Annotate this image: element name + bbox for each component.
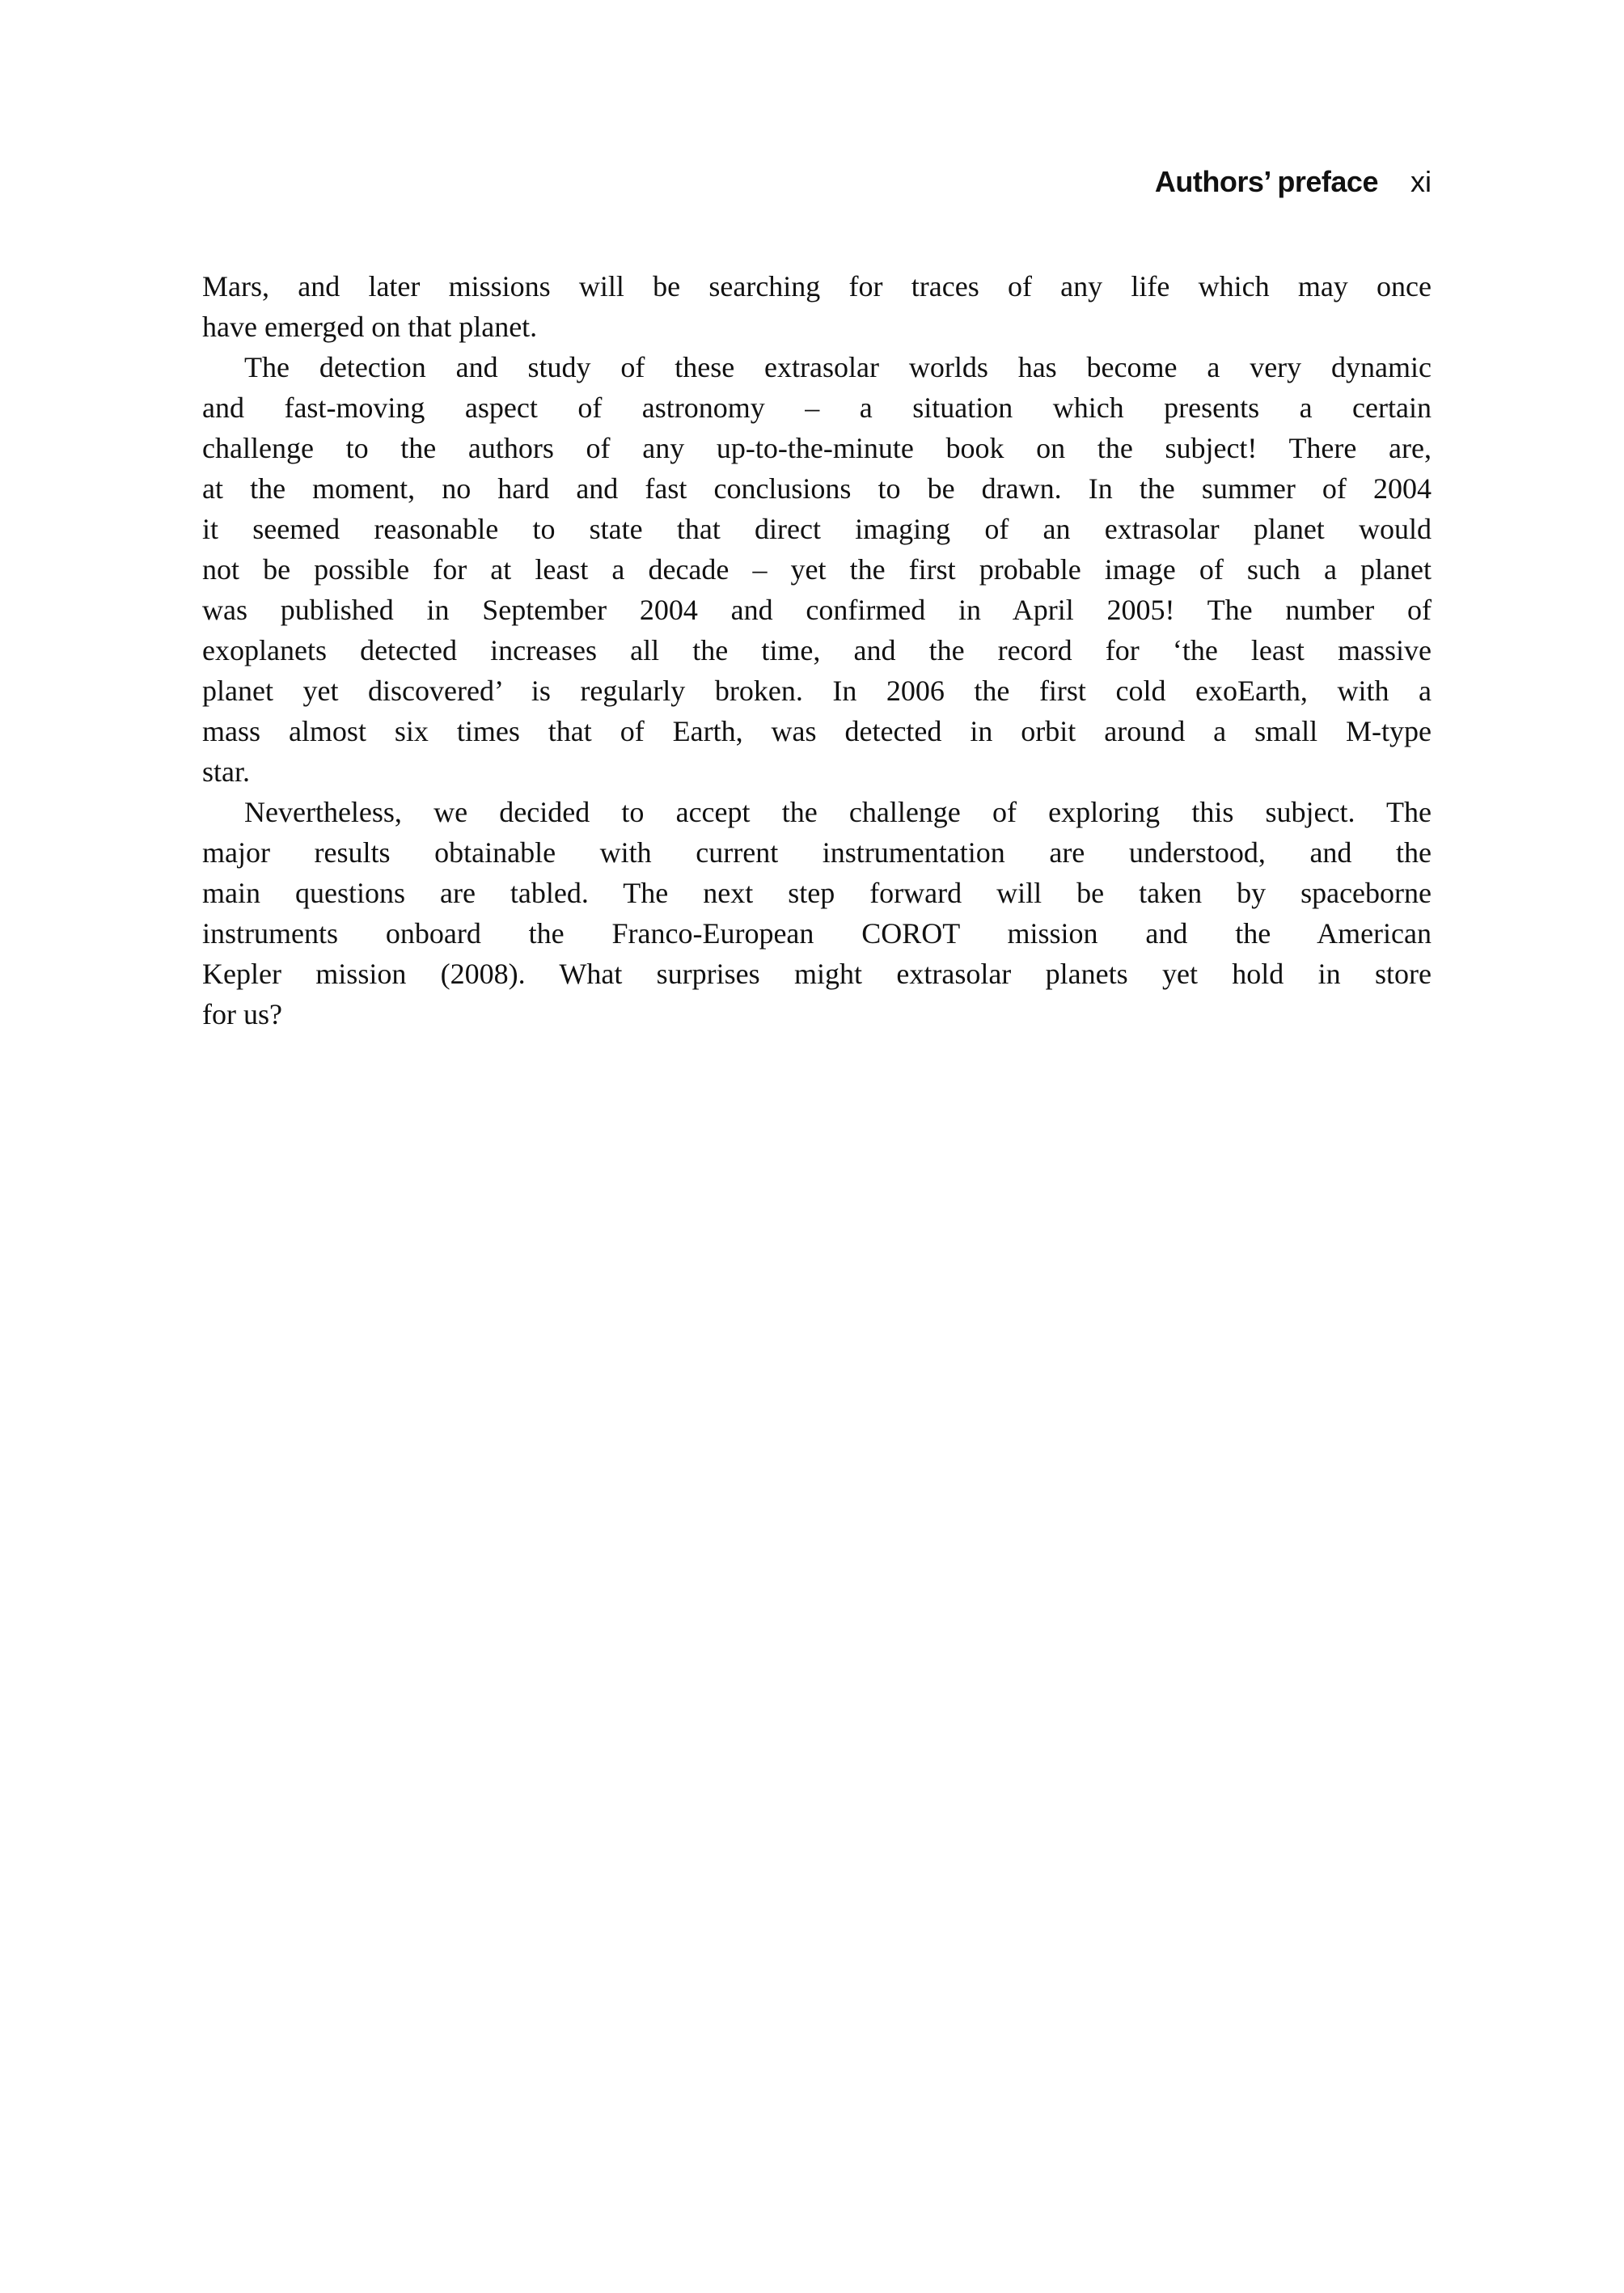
text-line: for us? — [202, 998, 282, 1030]
text-line: it seemed reasonable to state that direct imaging of an extrasolar planet would — [202, 513, 1432, 545]
text-line: have emerged on that planet. — [202, 311, 538, 343]
text-line: was published in September 2004 and confirmed in April 2005! The number of — [202, 594, 1432, 626]
text-line: Kepler mission (2008). What surprises might extrasolar planets yet hold in store — [202, 958, 1432, 990]
text-line: mass almost six times that of Earth, was detected in orbit around a small M-type — [202, 715, 1432, 747]
body-text — [202, 266, 1432, 1034]
text-line: Mars, and later missions will be searching for traces of any life which may once — [202, 270, 1432, 302]
text-line: instruments onboard the Franco-European COROT mission and the American — [202, 917, 1432, 950]
text-line: at the moment, no hard and fast conclusions to be drawn. In the summer of 2004 — [202, 472, 1432, 505]
text-line: main questions are tabled. The next step forward will be taken by spaceborne — [202, 877, 1432, 909]
text-line: major results obtainable with current instrumentation are understood, and the — [202, 836, 1432, 869]
text-line: not be possible for at least a decade – yet the first probable image of such a planet — [202, 553, 1432, 586]
page-number: xi — [1410, 165, 1432, 198]
text-line: challenge to the authors of any up-to-the-minute book on the subject! There are, — [202, 432, 1432, 464]
text-line: and fast-moving aspect of astronomy – a situation which presents a certain — [202, 391, 1432, 424]
text-line: The detection and study of these extrasolar worlds has become a very dynamic — [244, 351, 1432, 383]
running-header — [1155, 162, 1432, 202]
text-line: exoplanets detected increases all the time, and the record for ‘the least massive — [202, 634, 1432, 666]
text-line: Nevertheless, we decided to accept the challenge of exploring this subject. The — [244, 796, 1432, 828]
running-header-title: Authors’ preface — [1154, 165, 1378, 198]
text-line: planet yet discovered’ is regularly broken. In 2006 the first cold exoEarth, with a — [202, 675, 1432, 707]
text-line: star. — [202, 755, 250, 788]
